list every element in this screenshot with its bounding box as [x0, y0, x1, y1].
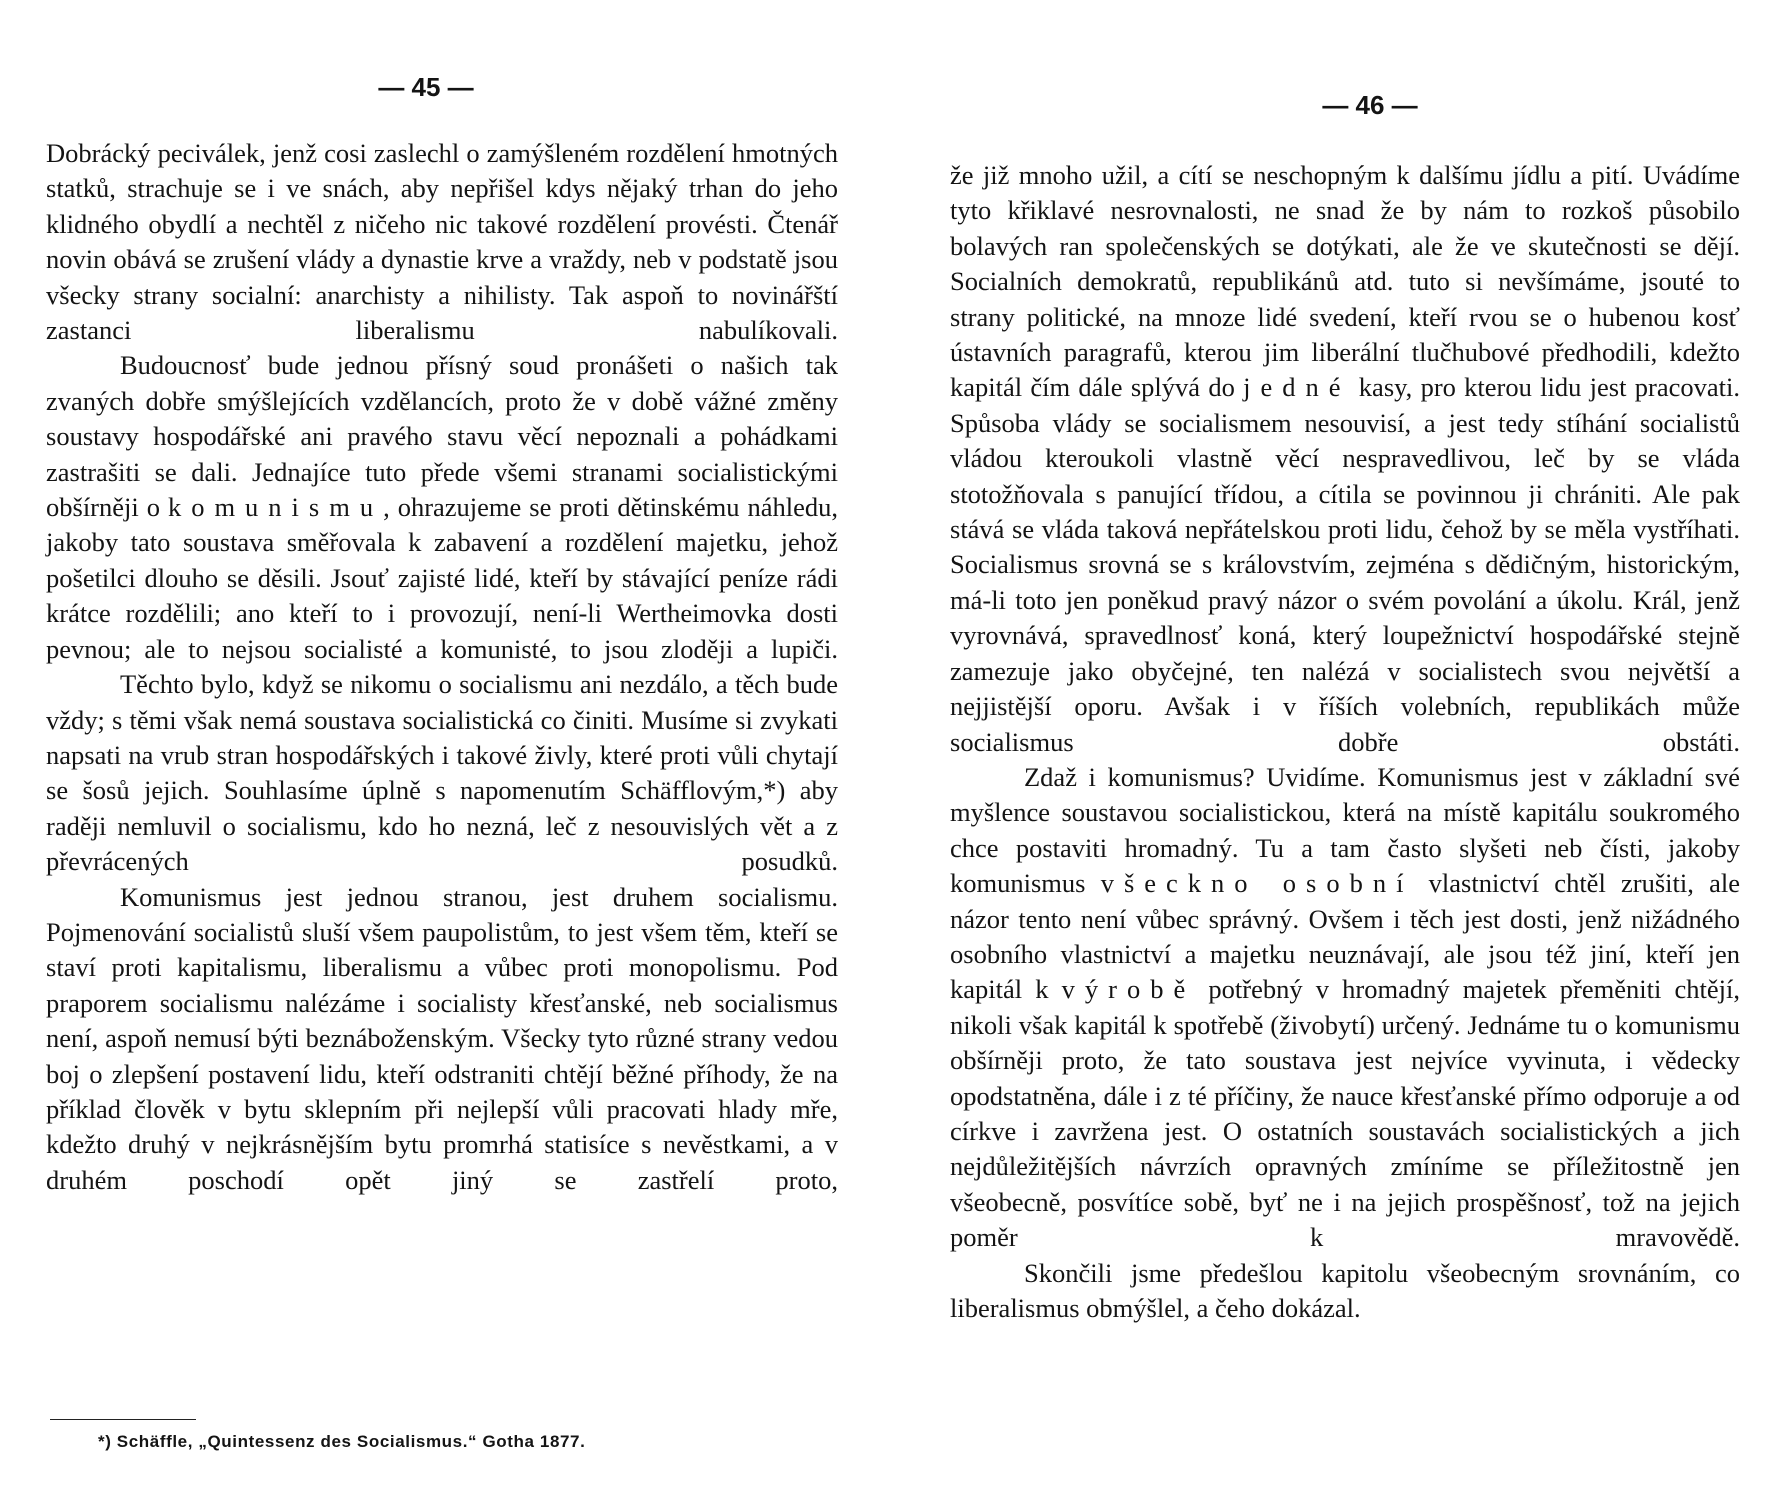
paragraph-text: , ohrazujeme se proti dětinskému náhledu, jakoby tato soustava směřovala k zabavení a rozdělení majetku, jehož pošetilci dlouho se děsili. Jsouť zajisté lidé, kteří by stávající peníze rádi krátce rozdělili; ano kteří to i provozují, není-li Wertheimovka dosti pevnou; ale to nejsou socialisté a komunisté, to jsou zloději a lupiči. — [46, 492, 838, 664]
paragraph-text: potřebný v hromadný majetek přeměniti chtějí, nikoli však kapitál k spotřebě (živobytí) určený. Jednáme tu o komunismu obšírněji proto, že tato soustava jest nejvíce vyvinuta, i vědecky opodstatněna, dále i z té příčiny, že nauce křesťanské přímo odporuje a od církve i zavržena jest. O ostatních soustavách socialistických a jich nejdůležitějších návrzích opravných zmíníme se příležitostně jen všeobecně, posvítíce sobě, byť ne i na jejich prospěšnosť, tož na jejich poměr k mravovědě. — [950, 974, 1740, 1253]
paragraph-text: Zdaž i komunismus? Uvidíme. Komunismus jest v základní své myšlence soustavou socialistickou, která na místě kapitálu soukromého chce postaviti hromadný. Tu a tam často slyšeti neb čísti, jakoby komunismus — [950, 761, 1740, 899]
paragraph — [950, 760, 1740, 1256]
paragraph — [950, 158, 1740, 760]
emphasized-word: výrobě — [1061, 974, 1196, 1005]
emphasized-word: komunismu — [167, 492, 384, 523]
right-page — [950, 0, 1750, 1500]
paragraph: Dobrácký peciválek, jenž cosi zaslechl o zamýšleném rozdělení hmotných statků, strachuje se i ve snách, aby nepřišel kdys nějaký trhan do jeho klidného obydlí a nechtěl z ničeho nic takové rozdělení provésti. Čtenář novin obává se zrušení vlády a dynastie krve a vraždy, neb v podstatě jsou všecky strany socialní: anarchisty a nihilisty. Tak aspoň to novinářští zastanci liberalismu nabulíkovali. — [46, 138, 838, 346]
emphasized-word: jedné — [1243, 372, 1351, 403]
paragraph: Komunismus jest jednou stranou, jest druhem socialismu. Pojmenování socialistů sluší všem paupolistům, to jest všem těm, kteří se staví proti kapitalismu, liberalismu a vůbec proti monopolismu. Pod praporem socialismu nalézáme i socialisty křesťanské, neb socialismus není, aspoň nemusí býti beznáboženským. Všecky tyto různé strany vedou boj o zlepšení postavení lidu, kteří odstraniti chtějí běžné příhody, že na příklad člověk v bytu sklepním při nejlepší vůli pracovati hlady mře, kdežto druhý v nejkrásnějším bytu promrhá statisíce s nevěstkami, a v druhém poschodí opět jiný se zastřelí proto, — [46, 881, 838, 1195]
page-body — [46, 136, 838, 1198]
paragraph-text: že již mnoho užil, a cítí se neschopným k dalšímu jídlu a pití. Uvádíme tyto křiklavé nesrovnalosti, ne snad že by nám to rozkoš působilo bolavých ran společenských se dotýkati, ale že ve skutečnosti se dějí. Socialních demokratů, republikánů atd. tuto si nevšímáme, jsouté to strany politické, na mnoze lidé svedení, kteří rvou se o hubenou kosť ústavních paragrafů, kterou jim liberální tlučhubové předhodili, kdežto kapitál čím dále splývá do — [950, 160, 1740, 403]
footnote: *) Schäffle, „Quintessenz des Socialismus.“ Gotha 1877. — [98, 1432, 586, 1451]
page-number: — 46 — — [1322, 90, 1418, 120]
paragraph: Skončili jsme předešlou kapitolu všeobecným srovnáním, co liberalismus obmýšlel, a čeho dokázal. — [950, 1257, 1740, 1323]
footnote-divider — [50, 1419, 196, 1420]
paragraph: Těchto bylo, když se nikomu o socialismu ani nezdálo, a těch bude vždy; s těmi však nemá soustava socialistická co činiti. Musíme si zvykati napsati na vrub stran hospodářských i takové živly, které proti vůli chytají se šosů jejich. Souhlasíme úplně s napomenutím Schäfflovým,*) aby raději nemluvil o socialismu, kdo ho nezná, leč z nesouvislých vět a z převrácených posudků. — [46, 669, 838, 877]
left-page — [46, 0, 846, 1500]
page-body — [950, 158, 1740, 1326]
page-number: — 45 — — [378, 72, 474, 102]
emphasized-word: všeckno osobní — [1100, 868, 1414, 899]
paragraph-text: vlastnictví chtěl zrušiti, ale názor tento není vůbec správný. Ovšem i těch jest dosti, jenž nižádného osobního vlastnictví a majetku neuznávají, ale jsou též jiní, kteří jen kapitál k — [950, 868, 1741, 1005]
paragraph-text: Budoucnosť bude jednou přísný soud pronášeti o našich tak zvaných dobře smýšlejících vzdělancích, proto že v době vážné změny soustavy hospodářské ani pravého stavu věcí nepoznali a pohádkami zastrašiti se dali. Jednajíce tuto přede všemi stranami socialistickými obšírněji o — [46, 350, 838, 523]
paragraph — [46, 348, 838, 667]
paragraph-text: kasy, pro kterou lidu jest pracovati. Spůsoba vlády se socialismem nesouvisí, a jest tedy stíhání socialistů vládou kteroukoli vlastně věcí nespravedlivou, leč by se vláda stotožňovala s panující třídou, a cítila se povinnou ji chrániti. Ale pak stává se vláda taková nepřátelskou proti lidu, čehož by se měla vystříhati. Socialismus srovná se s královstvím, zejména s dědičným, historickým, má-li toto jen poněkud pravý názor o svém povolání a úkolu. Král, jenž vyrovnává, spravedlnosť koná, který loupežnictví hospodářské stejně zamezuje jako obyčejné, ten nalézá v socialistech svou největší a nejjistější oporu. Avšak i v říších volebních, republikách může socialismus dobře obstáti. — [950, 372, 1740, 757]
